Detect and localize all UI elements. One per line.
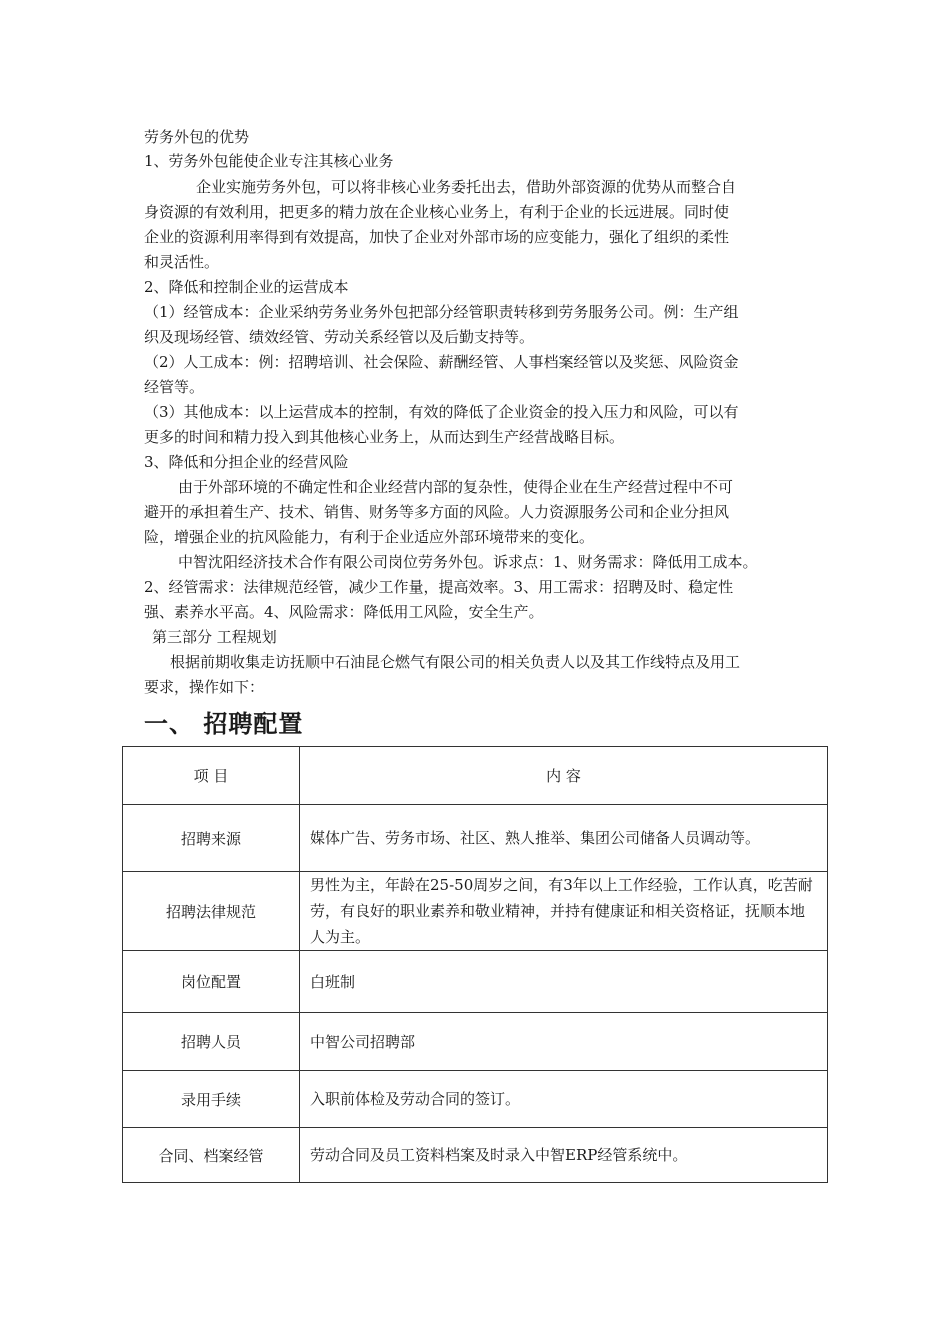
section-1-heading: 1、劳务外包能使企业专注其核心业务 — [144, 152, 394, 170]
section-title: 一、 招聘配置 — [144, 710, 304, 738]
row-item: 录用手续 — [123, 1071, 300, 1128]
row-content: 男性为主，年龄在25-50周岁之间，有3年以上工作经验，工作认真，吃苦耐劳，有良好的职业素养和敬业精神，并持有健康证和相关资格证，抚顺本地人为主。 — [300, 872, 828, 951]
paragraph-line: 企业的资源利用率得到有效提高，加快了企业对外部市场的应变能力，强化了组织的柔性 — [144, 228, 730, 246]
paragraph-line: 更多的时间和精力投入到其他核心业务上，从而达到生产经营战略目标。 — [144, 428, 625, 446]
paragraph-line: 险，增强企业的抗风险能力，有利于企业适应外部环境带来的变化。 — [144, 528, 595, 546]
table-row — [123, 1071, 828, 1128]
paragraph-line: （1）经管成本：企业采纳劳务业务外包把部分经管职责转移到劳务服务公司。例：生产组 — [144, 303, 739, 321]
row-item: 招聘法律规范 — [123, 872, 300, 951]
row-content: 媒体广告、劳务市场、社区、熟人推举、集团公司储备人员调动等。 — [300, 805, 828, 872]
paragraph-line: 要求，操作如下： — [144, 678, 265, 696]
header-item: 项 目 — [123, 747, 300, 805]
row-content: 入职前体检及劳动合同的签订。 — [300, 1071, 828, 1128]
row-item: 合同、档案经管 — [123, 1128, 300, 1183]
row-content: 劳动合同及员工资料档案及时录入中智ERP经管系统中。 — [300, 1128, 828, 1183]
paragraph-line: 经管等。 — [144, 378, 205, 396]
paragraph-line: 根据前期收集走访抚顺中石油昆仑燃气有限公司的相关负责人以及其工作线特点及用工 — [170, 653, 741, 671]
row-item: 招聘来源 — [123, 805, 300, 872]
table-row — [123, 872, 828, 951]
paragraph-line: 企业实施劳务外包，可以将非核心业务委托出去，借助外部资源的优势从而整合自 — [196, 178, 737, 196]
paragraph-line: 织及现场经管、绩效经管、劳动关系经管以及后勤支持等。 — [144, 328, 535, 346]
row-item: 岗位配置 — [123, 951, 300, 1013]
row-content: 中智公司招聘部 — [300, 1013, 828, 1071]
table-row — [123, 1013, 828, 1071]
paragraph-line: 由于外部环境的不确定性和企业经营内部的复杂性，使得企业在生产经营过程中不可 — [178, 478, 734, 496]
table-row — [123, 1128, 828, 1183]
paragraph-line: 身资源的有效利用，把更多的精力放在企业核心业务上，有利于企业的长远进展。同时使 — [144, 203, 730, 221]
doc-title: 劳务外包的优势 — [144, 128, 250, 146]
table-header-row — [123, 747, 828, 805]
paragraph-line: 和灵活性。 — [144, 253, 220, 271]
paragraph-line: （3）其他成本：以上运营成本的控制，有效的降低了企业资金的投入压力和风险，可以有 — [144, 403, 739, 421]
section-3-heading: 3、降低和分担企业的经营风险 — [144, 453, 349, 471]
part-3-heading: 第三部分 工程规划 — [152, 628, 277, 646]
recruitment-config-table — [122, 746, 828, 1183]
paragraph-line: （2）人工成本：例：招聘培训、社会保险、薪酬经管、人事档案经管以及奖惩、风险资金 — [144, 353, 739, 371]
table-row — [123, 805, 828, 872]
paragraph-line: 中智沈阳经济技术合作有限公司岗位劳务外包。诉求点：1、财务需求：降低用工成本。 — [178, 553, 758, 571]
header-content: 内 容 — [300, 747, 828, 805]
paragraph-line: 2、经管需求：法律规范经管，减少工作量，提高效率。3、用工需求：招聘及时、稳定性 — [144, 578, 734, 596]
section-2-heading: 2、降低和控制企业的运营成本 — [144, 278, 349, 296]
paragraph-line: 避开的承担着生产、技术、销售、财务等多方面的风险。人力资源服务公司和企业分担风 — [144, 503, 730, 521]
table-row — [123, 951, 828, 1013]
row-content: 白班制 — [300, 951, 828, 1013]
paragraph-line: 强、素养水平高。4、风险需求：降低用工风险，安全生产。 — [144, 603, 544, 621]
row-item: 招聘人员 — [123, 1013, 300, 1071]
